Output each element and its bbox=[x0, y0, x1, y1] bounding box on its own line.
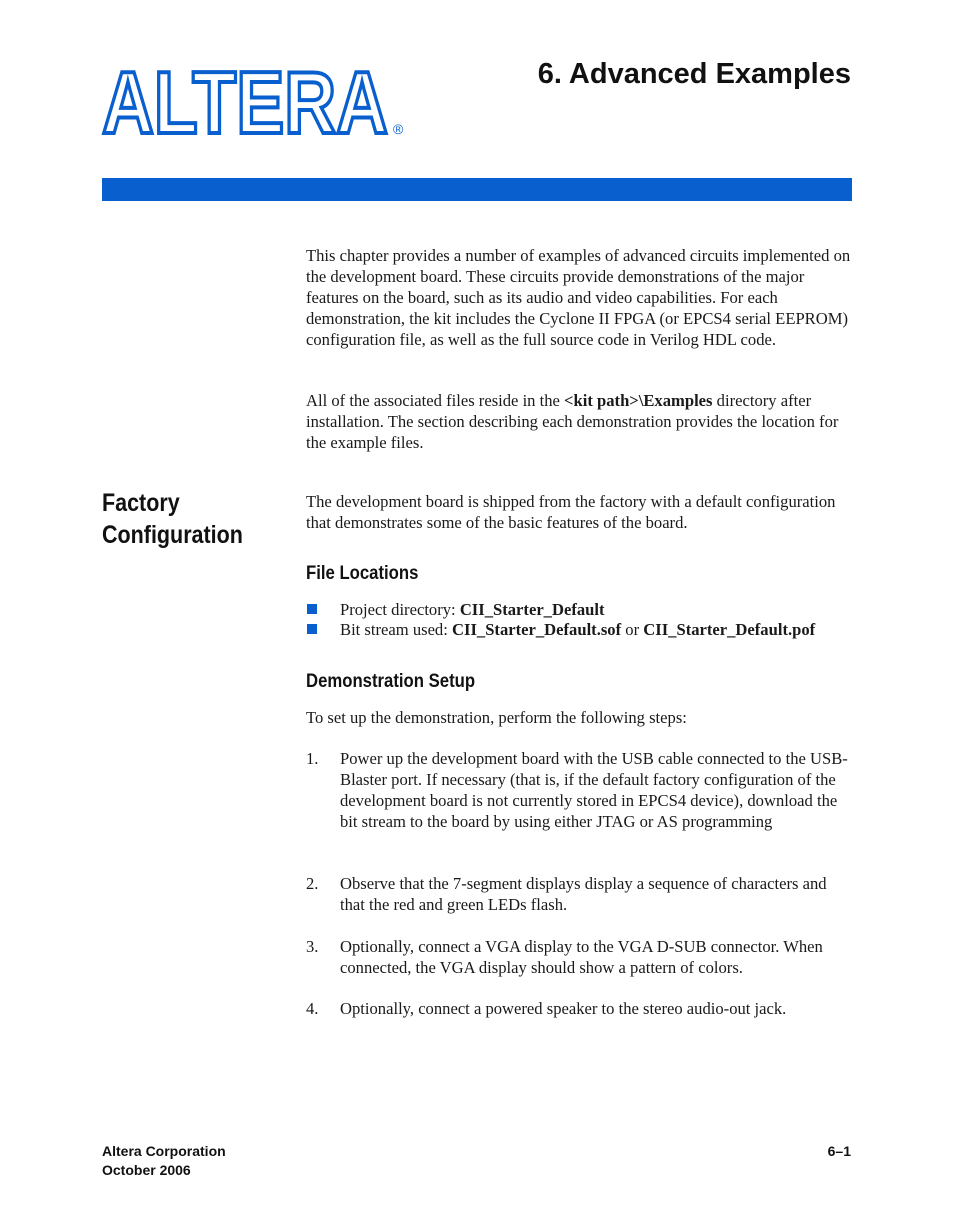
step-item bbox=[306, 998, 854, 1019]
footer-date: October 2006 bbox=[102, 1162, 191, 1178]
header-rule bbox=[102, 178, 852, 201]
intro-paragraph-2-text: All of the associated files reside in the bbox=[306, 391, 565, 410]
demo-setup-intro: To set up the demonstration, perform the following steps: bbox=[306, 708, 687, 727]
step-number: 3. bbox=[306, 937, 319, 956]
subheading-file-locations: File Locations bbox=[306, 563, 419, 584]
altera-logo bbox=[101, 66, 411, 143]
factory-intro-paragraph: The development board is shipped from the factory with a default configuration that demonstrates some of the basic features of the board. bbox=[306, 492, 836, 532]
bullet-label: Bit stream used: bbox=[340, 620, 452, 639]
intro-paragraph-2-text-end: directory after installation. The section describing each demonstration provides the location for the example files. bbox=[306, 391, 839, 452]
altera-logo-graphic bbox=[101, 66, 411, 138]
pof-file-name: CII_Starter_Default.pof bbox=[643, 620, 816, 639]
step-text: Optionally, connect a powered speaker to the stereo audio-out jack. bbox=[340, 999, 787, 1018]
bullet-label: Project directory: bbox=[340, 600, 460, 619]
sof-file-name: CII_Starter_Default.sof bbox=[452, 620, 622, 639]
footer-page-number: 6–1 bbox=[827, 1143, 851, 1159]
step-number: 4. bbox=[306, 999, 319, 1018]
step-number: 1. bbox=[306, 749, 319, 768]
step-number: 2. bbox=[306, 874, 319, 893]
step-item bbox=[306, 873, 854, 915]
section-heading-line-1: Factory bbox=[102, 489, 180, 517]
step-text: Power up the development board with the USB cable connected to the USB-Blaster port. If necessary (that is, if the default factory configuration of the development board is not currently stored in EPCS4 device), download the bit stream to the board by using either JTAG or AS programming bbox=[340, 749, 848, 831]
chapter-title: 6. Advanced Examples bbox=[537, 58, 851, 90]
bullet-square-icon bbox=[307, 604, 317, 614]
bullet-conjunction: or bbox=[621, 620, 644, 639]
section-heading-factory-configuration bbox=[102, 487, 243, 551]
step-text: Optionally, connect a VGA display to the VGA D-SUB connector. When connected, the VGA display should show a pattern of colors. bbox=[340, 937, 823, 977]
examples-path: <kit path>\Examples bbox=[564, 391, 713, 410]
intro-paragraph-1: This chapter provides a number of examples of advanced circuits implemented on the development board. These circuits provide demonstrations of the major features on the board, such as its audio and video capabilities. For each demonstration, the kit includes the Cyclone II FPGA (or EPCS4 serial EEPROM) configuration file, as well as the full source code in Verilog HDL code. bbox=[306, 246, 851, 349]
bullet-square-icon bbox=[307, 624, 317, 634]
project-directory-name: CII_Starter_Default bbox=[459, 600, 605, 619]
footer-left bbox=[102, 1142, 226, 1180]
step-text: Observe that the 7-segment displays display a sequence of characters and that the red and green LEDs flash. bbox=[340, 874, 827, 914]
intro-paragraph-2 bbox=[306, 390, 854, 453]
subheading-demonstration-setup: Demonstration Setup bbox=[306, 671, 476, 692]
step-item bbox=[306, 936, 854, 978]
step-item bbox=[306, 748, 854, 832]
section-heading-line-2: Configuration bbox=[102, 521, 243, 549]
logo-wordmark: ALTERA bbox=[102, 66, 388, 138]
footer-company: Altera Corporation bbox=[102, 1143, 226, 1159]
registered-mark: ® bbox=[393, 121, 404, 137]
